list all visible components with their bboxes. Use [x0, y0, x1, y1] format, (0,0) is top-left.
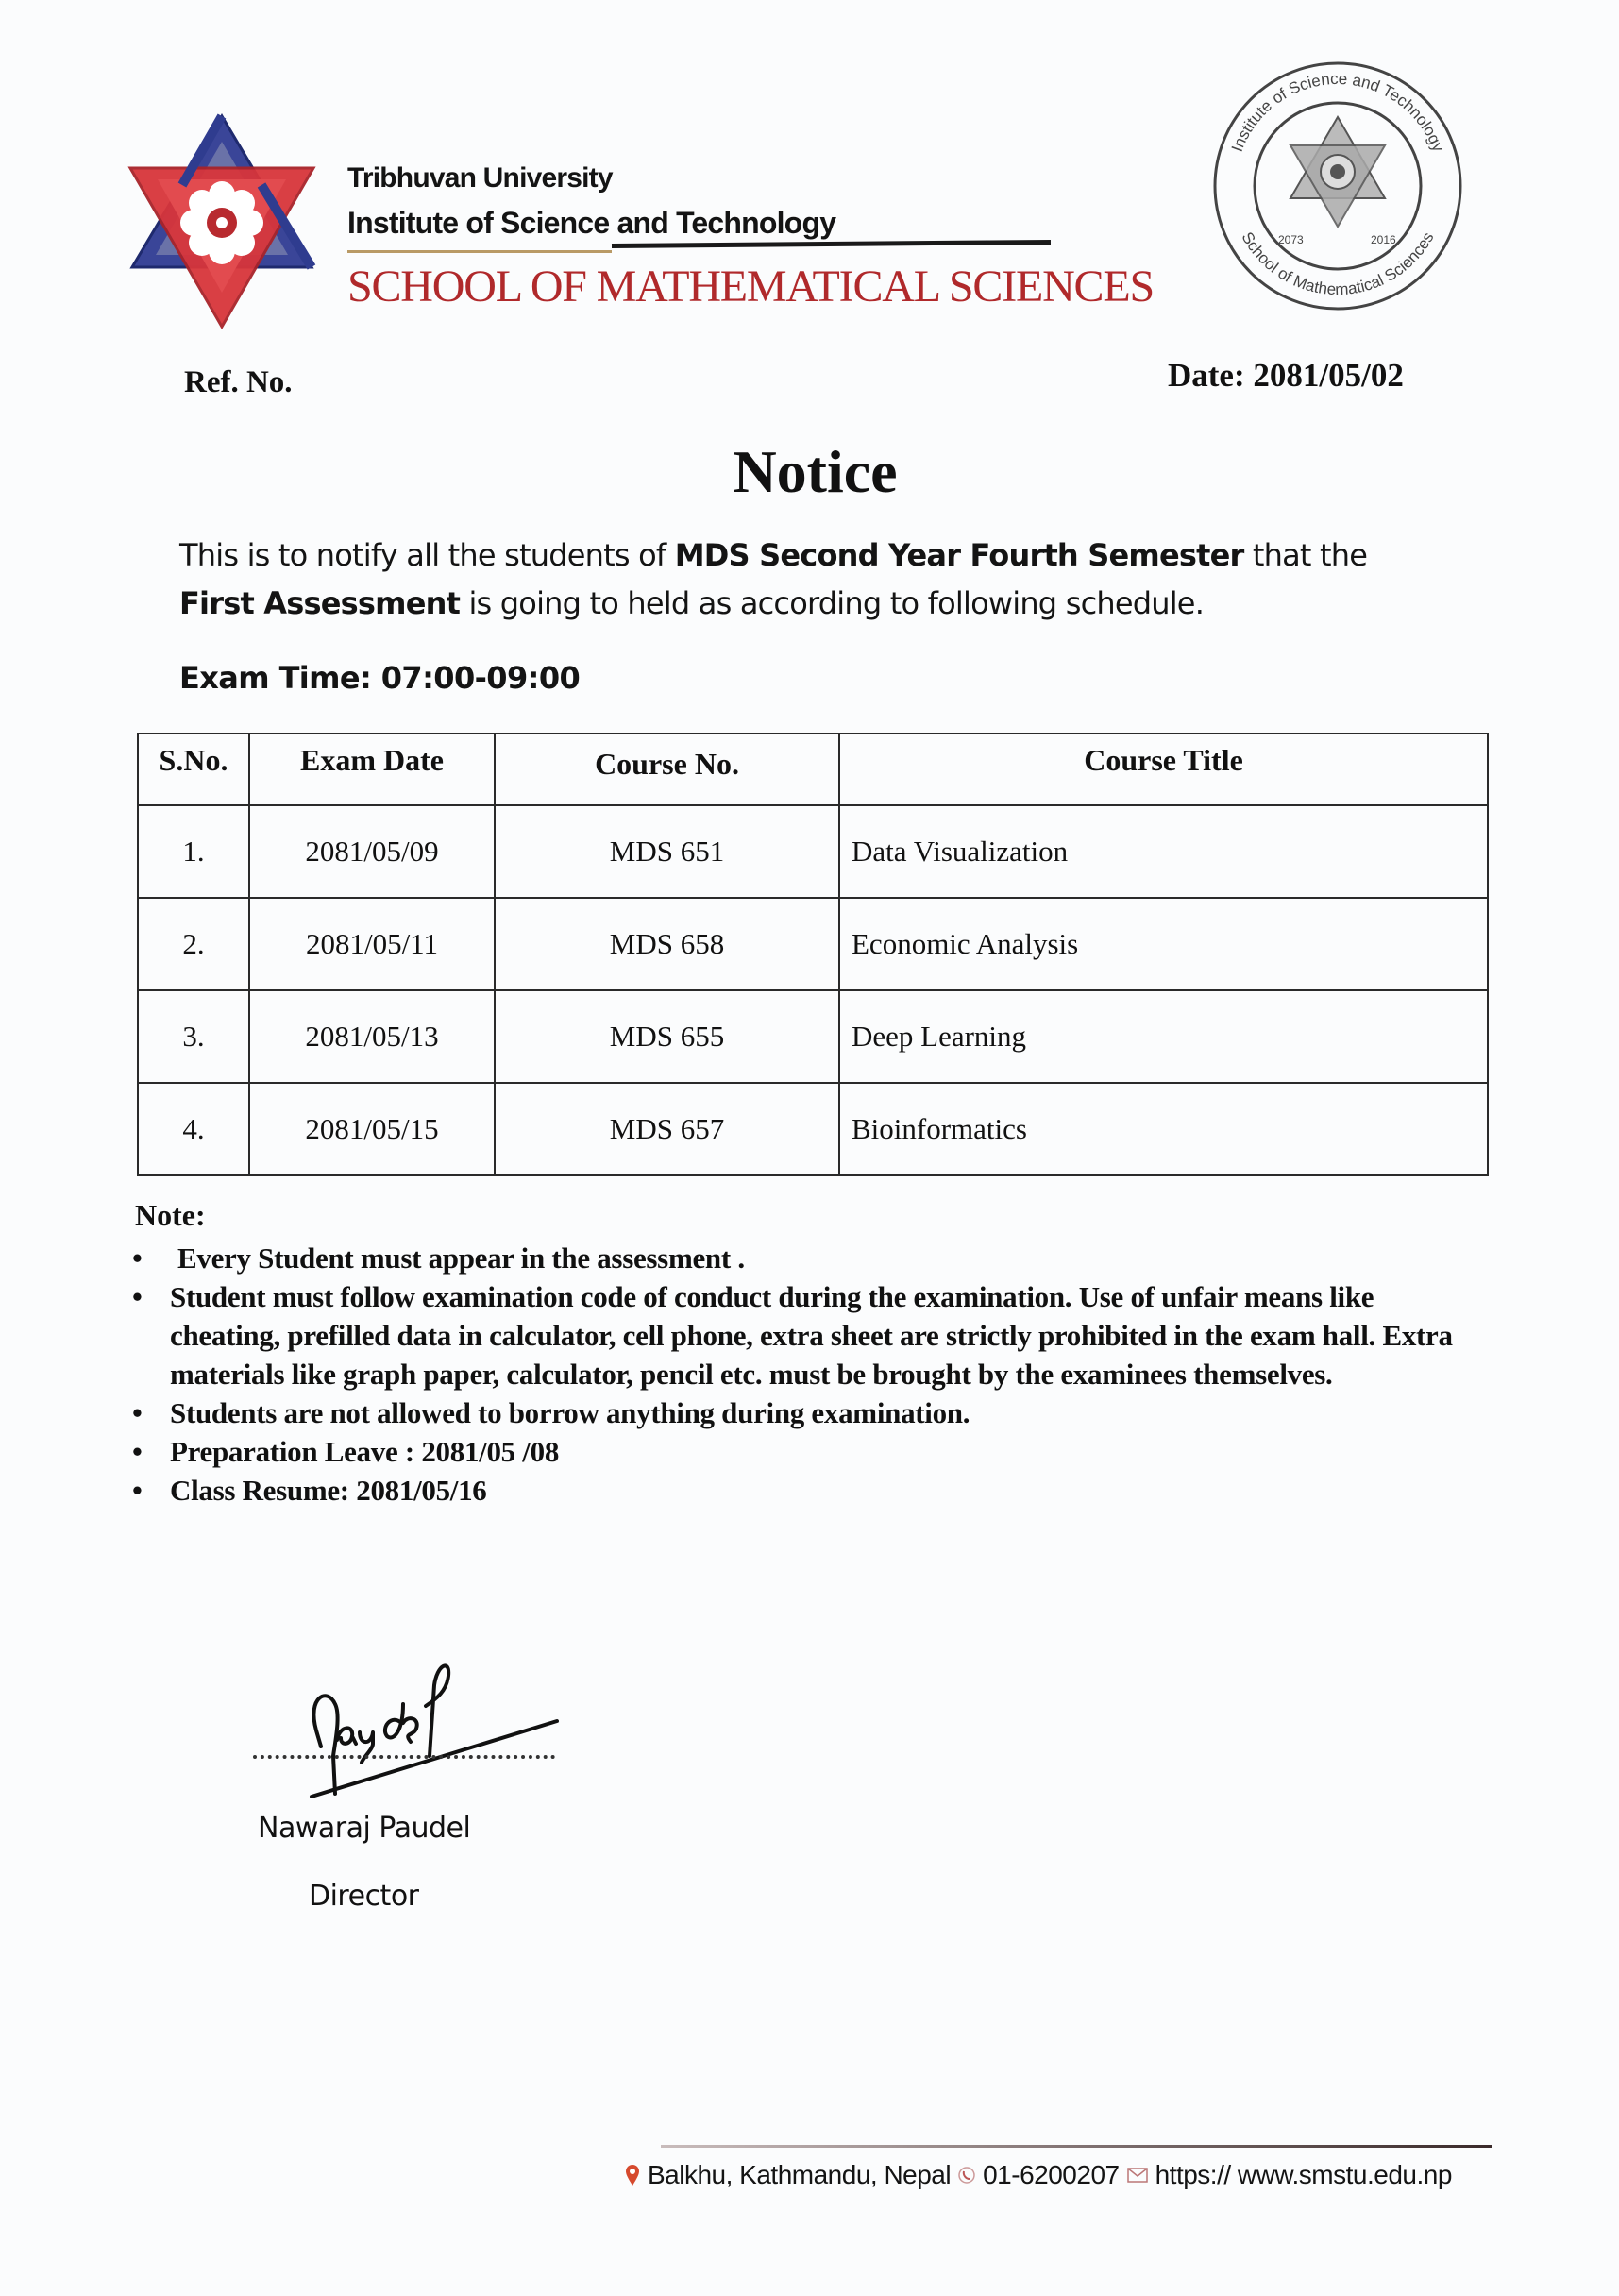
notice-date: Date: 2081/05/02: [1168, 357, 1404, 394]
cell-course-title: Economic Analysis: [839, 898, 1488, 990]
note-item: • Preparation Leave : 2081/05 /08: [132, 1432, 1473, 1471]
notes-heading: Note:: [135, 1198, 206, 1232]
note-item: • Every Student must appear in the assessment .: [132, 1239, 1473, 1277]
cell-exam-date: 2081/05/15: [249, 1083, 495, 1175]
seal-top-text: Institute of Science and Technology: [1227, 69, 1448, 155]
cell-course-title: Bioinformatics: [839, 1083, 1488, 1175]
institute-name: Institute of Science and Technology: [347, 206, 836, 240]
header-course-no: Course No.: [495, 734, 839, 805]
university-name: Tribhuvan University: [347, 162, 613, 194]
footer-address: Balkhu, Kathmandu, Nepal: [648, 2160, 952, 2189]
seal-year-left: 2073: [1278, 233, 1304, 246]
school-seal: [1210, 59, 1465, 313]
table-row: [138, 1083, 1488, 1175]
cell-exam-date: 2081/05/09: [249, 805, 495, 898]
cell-course-title: Data Visualization: [839, 805, 1488, 898]
cell-sno: 1.: [138, 805, 249, 898]
seal-bottom-text: School of Mathematical Sciences: [1238, 228, 1438, 299]
header-course-title: Course Title: [839, 734, 1488, 805]
note-item: • Class Resume: 2081/05/16: [132, 1471, 1473, 1510]
header-exam-date: Exam Date: [249, 734, 495, 805]
footer-phone: 01-6200207: [983, 2160, 1120, 2189]
cell-course-no: MDS 651: [495, 805, 839, 898]
table-header-row: [138, 734, 1488, 805]
header-sno: S.No.: [138, 734, 249, 805]
cell-sno: 2.: [138, 898, 249, 990]
table-row: [138, 898, 1488, 990]
location-pin-icon: [625, 2164, 640, 2186]
header-rule-gold: [347, 250, 612, 253]
table-row: [138, 805, 1488, 898]
cell-course-no: MDS 657: [495, 1083, 839, 1175]
intro-paragraph: This is to notify all the students of MDS Second Year Fourth Semester that the First Assessment is going to held as according to following schedule.: [179, 537, 1368, 621]
signatory-name: Nawaraj Paudel: [258, 1812, 471, 1845]
assessment-name: First Assessment: [179, 585, 461, 621]
ref-no-label: Ref. No.: [184, 365, 293, 399]
table-row: [138, 990, 1488, 1083]
exam-schedule-table: [137, 733, 1489, 1176]
signatory-role: Director: [309, 1880, 419, 1913]
notes-list: [132, 1239, 1473, 1510]
seal-year-right: 2016: [1371, 233, 1396, 246]
phone-icon: [958, 2167, 975, 2184]
cell-exam-date: 2081/05/13: [249, 990, 495, 1083]
cell-sno: 4.: [138, 1083, 249, 1175]
footer-rule: [661, 2145, 1492, 2148]
school-name: SCHOOL OF MATHEMATICAL SCIENCES: [347, 262, 1154, 312]
note-item: • Students are not allowed to borrow anything during examination.: [132, 1393, 1473, 1432]
cell-course-title: Deep Learning: [839, 990, 1488, 1083]
cell-exam-date: 2081/05/11: [249, 898, 495, 990]
notice-title: Notice: [733, 438, 898, 505]
program-name: MDS Second Year Fourth Semester: [674, 537, 1244, 573]
header-rule: [612, 240, 1051, 248]
cell-sno: 3.: [138, 990, 249, 1083]
cell-course-no: MDS 655: [495, 990, 839, 1083]
note-item: • Student must follow examination code of conduct during the examination. Use of unfair means like cheating, prefilled data in calculator, cell phone, extra sheet are strictly prohibited in the exam hall. Extra materials like graph paper, calculator, pencil etc. must be brought by the examinees themselves.: [132, 1277, 1473, 1393]
exam-time: Exam Time: 07:00-09:00: [179, 660, 581, 696]
director-signature: [241, 1638, 562, 1798]
footer-website[interactable]: https:// www.smstu.edu.np: [1155, 2160, 1452, 2189]
footer-contact: [625, 2158, 1452, 2192]
signature-line: [253, 1755, 555, 1759]
mail-icon: [1127, 2168, 1148, 2183]
tribhuvan-university-logo: [127, 111, 316, 330]
cell-course-no: MDS 658: [495, 898, 839, 990]
